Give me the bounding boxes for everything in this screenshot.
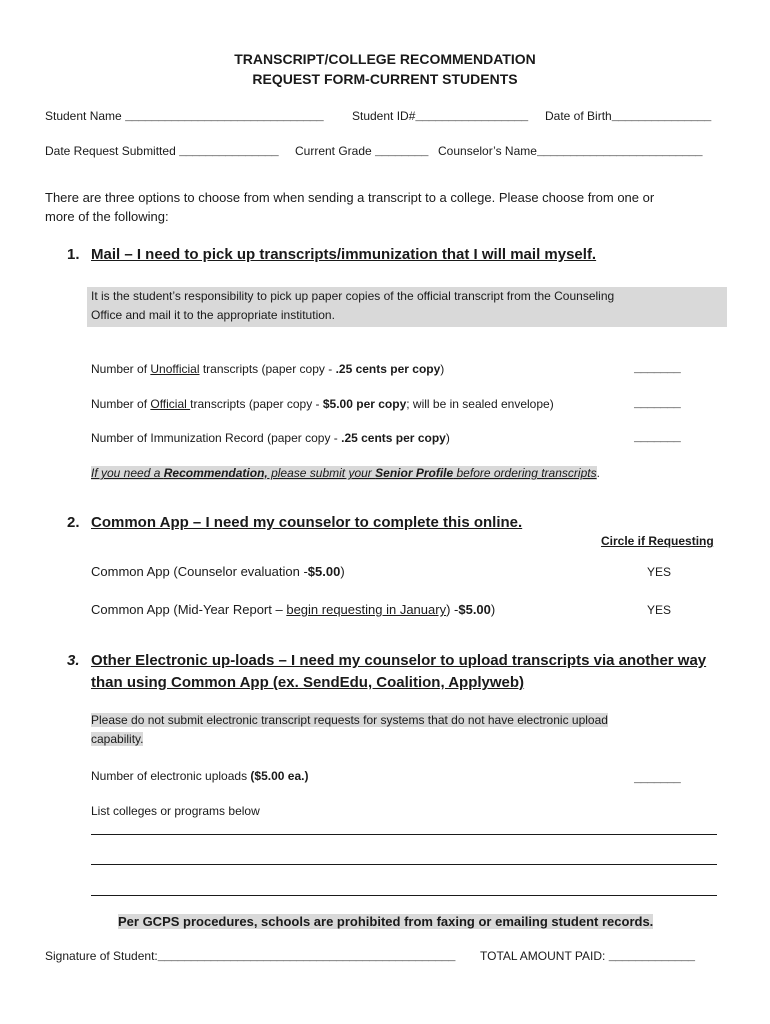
- official-word: Official: [150, 397, 191, 411]
- college-list-line-2[interactable]: [91, 864, 717, 865]
- recommendation-note-text: [91, 466, 597, 480]
- item-text: ) -: [446, 602, 459, 617]
- section-3-number: 3.: [67, 652, 80, 669]
- official-quantity-blank[interactable]: _______: [634, 397, 681, 411]
- form-title-line-1: TRANSCRIPT/COLLEGE RECOMMENDATION: [234, 51, 536, 67]
- recommendation-note: [91, 466, 600, 480]
- circle-if-requesting-label: Circle if Requesting: [601, 534, 714, 548]
- note-text: please submit your: [267, 466, 376, 480]
- signature-field[interactable]: [45, 949, 455, 964]
- signature-blank[interactable]: _____________________________________________: [157, 950, 455, 964]
- item-text: ; will be in sealed envelope): [406, 397, 554, 411]
- uploads-price: ($5.00 ea.): [250, 769, 309, 783]
- electronic-uploads-item: [91, 769, 308, 783]
- common-app-counselor-item: [91, 564, 345, 579]
- student-name-blank[interactable]: ______________________________: [125, 110, 324, 124]
- signature-label: Signature of Student:: [45, 949, 158, 963]
- item-text: Number of: [91, 397, 151, 411]
- item-text: ): [445, 431, 450, 445]
- date-of-birth-label: Date of Birth: [545, 109, 612, 123]
- unofficial-quantity-blank[interactable]: _______: [634, 362, 681, 376]
- section-1-note-line-2: Office and mail it to the appropriate institution.: [91, 308, 335, 322]
- item-text: Common App (Counselor evaluation -: [91, 564, 308, 579]
- section-3-note: [91, 713, 608, 746]
- item-text: ): [440, 362, 445, 376]
- date-of-birth-blank[interactable]: _______________: [611, 110, 711, 124]
- note-period: .: [596, 466, 600, 480]
- total-amount-label: TOTAL AMOUNT PAID:: [480, 949, 606, 963]
- counselor-name-field[interactable]: [438, 144, 702, 159]
- senior-profile-bold: Senior Profile: [375, 466, 454, 480]
- counselor-eval-price: $5.00: [307, 564, 341, 579]
- student-name-field[interactable]: [45, 109, 323, 124]
- college-list-line-3[interactable]: [91, 895, 717, 896]
- student-id-blank[interactable]: _________________: [415, 110, 528, 124]
- form-title-line-2: REQUEST FORM-CURRENT STUDENTS: [252, 71, 518, 87]
- college-list-line-1[interactable]: [91, 834, 717, 835]
- section-1-note-line-1: It is the student’s responsibility to pick up paper copies of the official transcript from the Counseling: [91, 289, 615, 303]
- gcps-policy-note: [118, 914, 653, 929]
- list-colleges-label: List colleges or programs below: [91, 804, 260, 818]
- section-3-note-line-1: Please do not submit electronic transcript requests for systems that do not have electronic upload: [91, 713, 608, 727]
- immunization-record-item: [91, 431, 450, 445]
- section-1-note: [87, 287, 727, 327]
- midyear-yes[interactable]: YES: [647, 603, 672, 617]
- begin-requesting-note: begin requesting in January: [286, 602, 447, 617]
- note-text: before ordering transcripts: [453, 466, 597, 480]
- student-id-field[interactable]: [352, 109, 528, 124]
- note-text: If you need a: [91, 466, 164, 480]
- immunization-quantity-blank[interactable]: _______: [634, 431, 681, 445]
- counselor-eval-yes[interactable]: YES: [647, 565, 672, 579]
- midyear-price: $5.00: [458, 602, 491, 617]
- current-grade-label: Current Grade: [295, 144, 372, 158]
- item-text: transcripts (paper copy -: [199, 362, 336, 376]
- item-text: Number of Immunization Record (paper copy -: [91, 431, 342, 445]
- unofficial-word: Unofficial: [150, 362, 200, 376]
- unofficial-transcripts-item: [91, 362, 444, 376]
- item-text: Number of electronic uploads: [91, 769, 251, 783]
- current-grade-blank[interactable]: ________: [375, 145, 428, 159]
- item-text: ): [490, 602, 496, 617]
- student-name-label: Student Name: [45, 109, 122, 123]
- current-grade-field[interactable]: [295, 144, 428, 159]
- common-app-midyear-item: [91, 602, 495, 617]
- date-request-label: Date Request Submitted: [45, 144, 176, 158]
- date-of-birth-field[interactable]: [545, 109, 711, 124]
- section-3-heading-line-2: than using Common App (ex. SendEdu, Coalition, Applyweb): [91, 674, 525, 691]
- item-text: Common App (Mid-Year Report –: [91, 602, 287, 617]
- item-text: ): [340, 564, 345, 579]
- counselor-name-label: Counselor’s Name: [438, 144, 537, 158]
- date-request-field[interactable]: [45, 144, 278, 159]
- section-2-number: 2.: [67, 514, 80, 531]
- item-text: transcripts (paper copy -: [190, 397, 323, 411]
- item-text: Number of: [91, 362, 151, 376]
- unofficial-price: .25 cents per copy: [335, 362, 441, 376]
- intro-line-1: There are three options to choose from when sending a transcript to a college. Please choose from one or: [45, 190, 655, 205]
- section-1-number: 1.: [67, 246, 80, 263]
- uploads-quantity-blank[interactable]: _______: [634, 772, 681, 786]
- section-2-heading: Common App – I need my counselor to complete this online.: [91, 514, 523, 531]
- section-1-heading: Mail – I need to pick up transcripts/immunization that I will mail myself.: [91, 246, 597, 263]
- counselor-name-blank[interactable]: _________________________: [536, 145, 702, 159]
- intro-line-2: more of the following:: [45, 209, 169, 224]
- total-amount-blank[interactable]: _____________: [608, 950, 695, 964]
- gcps-policy-text: Per GCPS procedures, schools are prohibited from faxing or emailing student records.: [118, 914, 654, 929]
- section-3-note-line-2: capability.: [91, 732, 144, 746]
- section-3-heading-line-1: Other Electronic up-loads – I need my counselor to upload transcripts via another way: [91, 652, 707, 669]
- student-id-label: Student ID#: [352, 109, 416, 123]
- official-price: $5.00 per copy: [322, 397, 407, 411]
- total-amount-field[interactable]: [480, 949, 695, 964]
- immunization-price: .25 cents per copy: [341, 431, 446, 445]
- date-request-blank[interactable]: _______________: [179, 145, 279, 159]
- recommendation-bold: Recommendation,: [163, 466, 268, 480]
- official-transcripts-item: [91, 397, 554, 411]
